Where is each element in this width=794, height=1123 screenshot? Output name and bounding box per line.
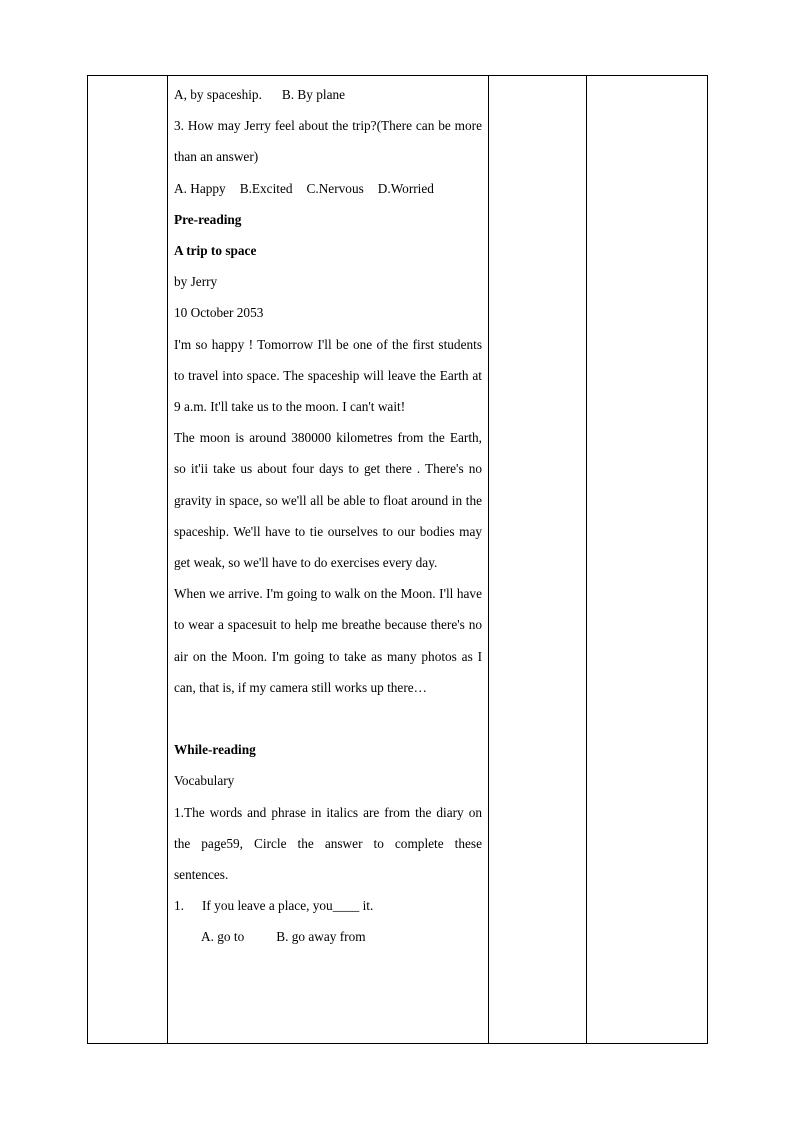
vocab-item-1	[174, 890, 482, 921]
q2-option-a: A, by spaceship.	[174, 87, 262, 102]
article-author: by Jerry	[174, 274, 218, 290]
vocab-instruction: 1.The words and phrase in italics are from the diary on the page59, Circle the answer to complete these sentences.	[174, 804, 482, 883]
q3-option-d: D.Worried	[377, 180, 434, 196]
vocab-item-1-options	[174, 921, 482, 952]
q2-options	[174, 79, 482, 110]
article-paragraph-3: When we arrive. I'm going to walk on the Moon. I'll have to wear a spacesuit to help me breathe because there's no air on the Moon. I'm going to take as many photos as I can, that is, if my camera still works up there…	[174, 586, 482, 695]
stage-column-cell	[88, 76, 168, 1044]
activity-content-cell	[168, 76, 489, 1044]
vocab-item-text: If you leave a place, you____ it.	[202, 898, 374, 914]
q3-option-c: C.Nervous	[306, 180, 364, 196]
spacer	[174, 703, 482, 734]
vocab-option-b: B. go away from	[276, 929, 366, 945]
pre-reading-heading: Pre-reading	[174, 211, 242, 227]
q3-option-a: A. Happy	[174, 180, 226, 196]
q2-option-b: B. By plane	[281, 87, 346, 102]
article-date: 10 October 2053	[174, 305, 264, 321]
q3-options	[174, 173, 482, 204]
q3-option-b: B.Excited	[239, 180, 293, 196]
lesson-plan-table	[87, 75, 708, 1044]
vocab-option-a: A. go to	[201, 929, 245, 945]
while-reading-heading: While-reading	[174, 742, 256, 758]
vocab-item-number: 1.	[174, 898, 184, 914]
q3-question: 3. How may Jerry feel about the trip?(There can be more than an answer)	[174, 118, 482, 165]
article-paragraph-2: The moon is around 380000 kilometres from the Earth, so it'ii take us about four days to get there . There's no gravity in space, so we'll all be able to float around in the spaceship. We'll have to tie ourselves to our bodies may get weak, so we'll have to do exercises every day.	[174, 430, 482, 571]
article-title: A trip to space	[174, 243, 257, 259]
article-paragraph-1: I'm so happy ! Tomorrow I'll be one of the first students to travel into space. The spaceship will leave the Earth at 9 a.m. It'll take us to the moon. I can't wait!	[174, 336, 482, 415]
vocabulary-label: Vocabulary	[174, 773, 235, 789]
purpose-cell	[587, 76, 708, 1044]
teacher-activity-cell	[489, 76, 587, 1044]
